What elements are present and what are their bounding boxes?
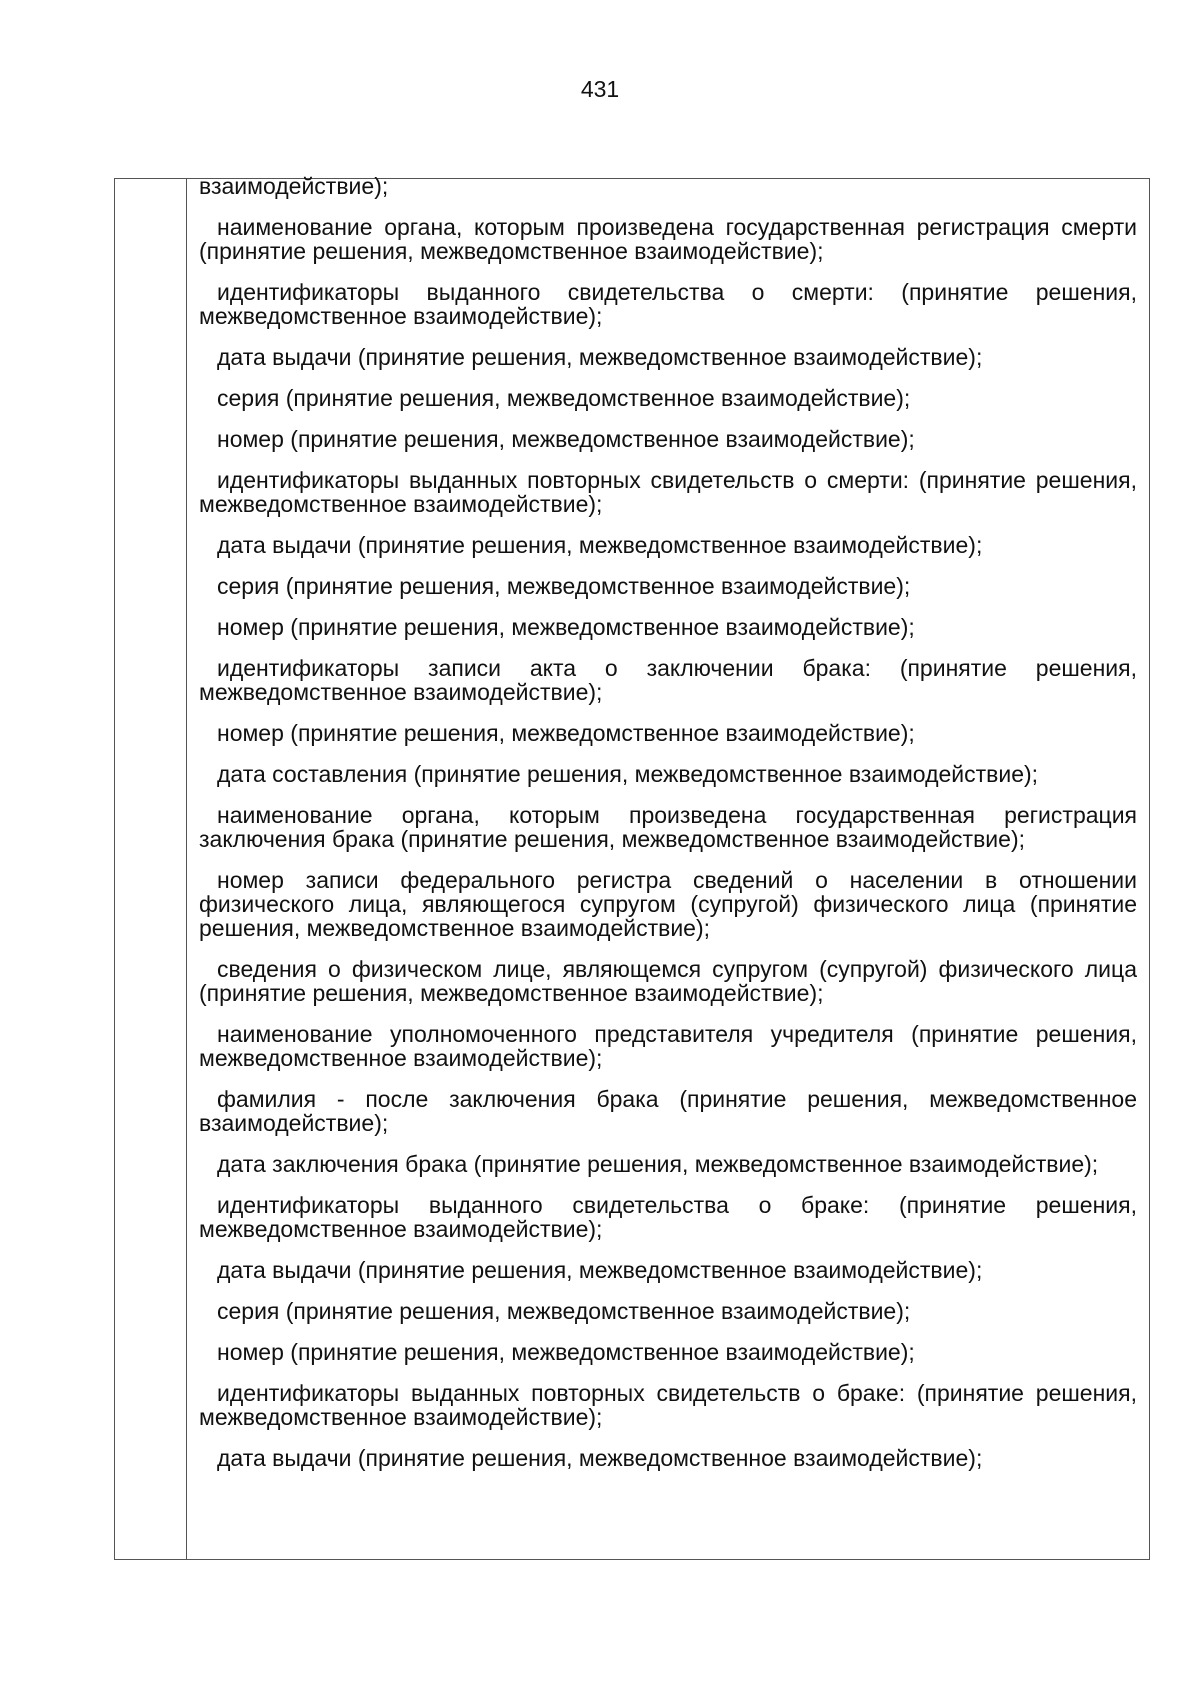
document-table bbox=[114, 173, 1150, 1560]
table-content-cell bbox=[199, 174, 1137, 1487]
paragraph: номер (принятие решения, межведомственное взаимодействие); bbox=[217, 614, 915, 640]
paragraph: номер записи федерального регистра сведений о населении в отношении физического лица, являющегося супругом (супругой) физического лица (принятие решения, межведомственное взаимодействие); bbox=[199, 867, 1137, 941]
paragraph: серия (принятие решения, межведомственное взаимодействие); bbox=[217, 573, 911, 599]
paragraph: дата выдачи (принятие решения, межведомственное взаимодействие); bbox=[217, 532, 983, 558]
paragraph: идентификаторы записи акта о заключении брака: (принятие решения, межведомственное взаимодействие); bbox=[199, 655, 1137, 705]
paragraph: идентификаторы выданных повторных свидетельств о браке: (принятие решения, межведомственное взаимодействие); bbox=[199, 1380, 1137, 1430]
paragraph: дата выдачи (принятие решения, межведомственное взаимодействие); bbox=[217, 344, 983, 370]
paragraph: взаимодействие); bbox=[199, 173, 389, 199]
paragraph: идентификаторы выданного свидетельства о браке: (принятие решения, межведомственное взаимодействие); bbox=[199, 1192, 1137, 1242]
paragraph: идентификаторы выданного свидетельства о смерти: (принятие решения, межведомственное взаимодействие); bbox=[199, 279, 1137, 329]
paragraph: номер (принятие решения, межведомственное взаимодействие); bbox=[217, 1339, 915, 1365]
column-divider bbox=[186, 179, 187, 1559]
paragraph: дата составления (принятие решения, межведомственное взаимодействие); bbox=[217, 761, 1039, 787]
paragraph: серия (принятие решения, межведомственное взаимодействие); bbox=[217, 385, 911, 411]
paragraph: наименование органа, которым произведена государственная регистрация заключения брака (принятие решения, межведомственное взаимодействие); bbox=[199, 802, 1137, 852]
paragraph: дата выдачи (принятие решения, межведомственное взаимодействие); bbox=[217, 1257, 983, 1283]
paragraph: номер (принятие решения, межведомственное взаимодействие); bbox=[217, 426, 915, 452]
page-number: 431 bbox=[580, 76, 620, 102]
paragraph: наименование органа, которым произведена государственная регистрация смерти (принятие решения, межведомственное взаимодействие); bbox=[199, 214, 1137, 264]
paragraph: сведения о физическом лице, являющемся супругом (супругой) физического лица (принятие решения, межведомственное взаимодействие); bbox=[199, 956, 1137, 1006]
paragraph: дата выдачи (принятие решения, межведомственное взаимодействие); bbox=[217, 1445, 983, 1471]
paragraph: фамилия - после заключения брака (принятие решения, межведомственное взаимодействие); bbox=[199, 1086, 1137, 1136]
paragraph: идентификаторы выданных повторных свидетельств о смерти: (принятие решения, межведомственное взаимодействие); bbox=[199, 467, 1137, 517]
paragraph: серия (принятие решения, межведомственное взаимодействие); bbox=[217, 1298, 911, 1324]
paragraph: дата заключения брака (принятие решения, межведомственное взаимодействие); bbox=[217, 1151, 1099, 1177]
paragraph: номер (принятие решения, межведомственное взаимодействие); bbox=[217, 720, 915, 746]
paragraph: наименование уполномоченного представителя учредителя (принятие решения, межведомственное взаимодействие); bbox=[199, 1021, 1137, 1071]
